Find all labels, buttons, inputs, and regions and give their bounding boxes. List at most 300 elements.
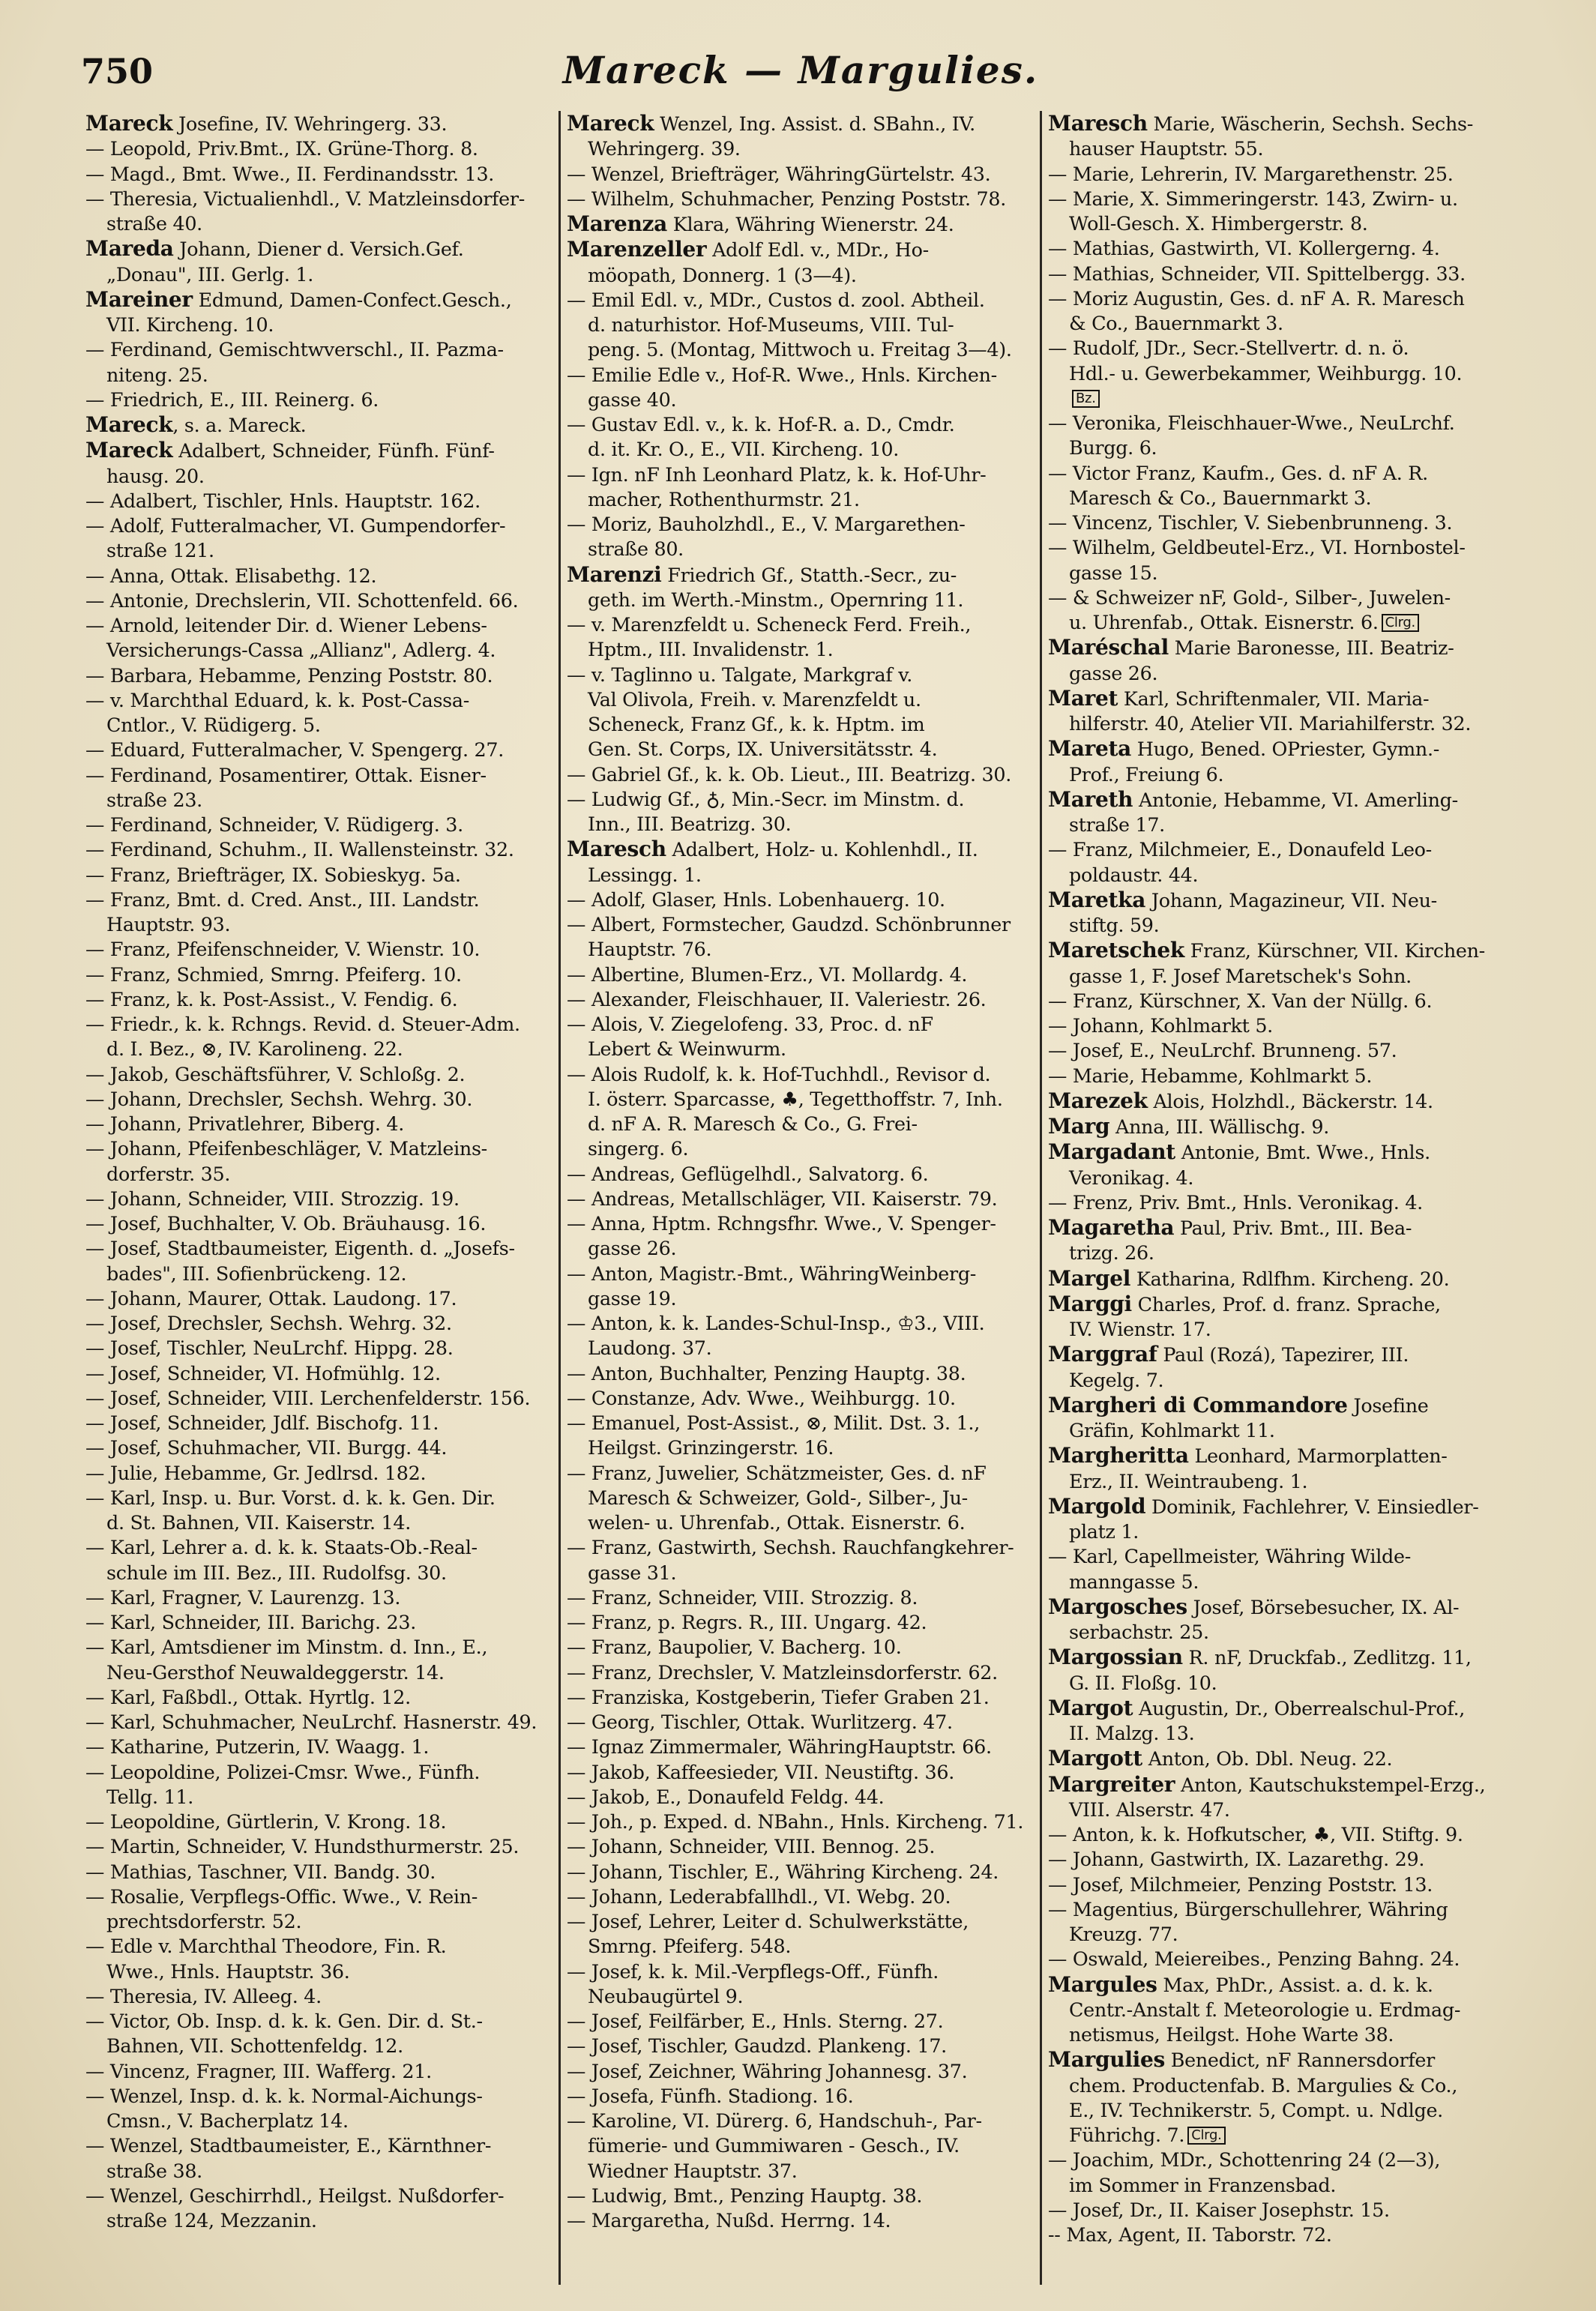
entry-text: — Albert, Formstecher, Gaudzd. Schönbrunner [567, 913, 1011, 935]
directory-entry [1048, 1847, 1517, 1872]
directory-entry [1048, 1696, 1517, 1721]
directory-entry [567, 888, 1036, 912]
directory-entry [85, 1585, 555, 1610]
directory-entry [85, 638, 555, 663]
directory-entry [567, 313, 1036, 337]
entry-text: — Julie, Hebamme, Gr. Jedlrsd. 182. [85, 1461, 427, 1484]
directory-entry [1048, 187, 1517, 211]
entry-text: hilferstr. 40, Atelier VII. Mariahilferstr. 32. [1069, 712, 1472, 735]
directory-entry [1048, 1544, 1517, 1569]
entry-text: — Karl, Schneider, III. Barichg. 23. [85, 1611, 417, 1633]
directory-entry [1048, 661, 1517, 686]
directory-entry [1048, 888, 1517, 913]
entry-text: Lessingg. 1. [588, 863, 702, 886]
entry-surname: Margheri di Commandore [1048, 1392, 1348, 1417]
entry-text: gasse 40. [588, 388, 677, 411]
directory-entry [1048, 386, 1517, 411]
directory-entry [567, 2059, 1036, 2084]
entry-text: — Josef, k. k. Mil.-Verpflegs-Off., Fünfh. [567, 1959, 939, 1983]
entry-text: Franz, Kürschner, VII. Kirchen- [1184, 939, 1485, 962]
directory-entry [1048, 136, 1517, 161]
entry-text: — Karoline, VI. Dürerg. 6, Handschuh-, Par- [567, 2109, 982, 2132]
entry-text: — Josef, Schneider, Jdlf. Bischofg. 11. [85, 1411, 439, 1434]
directory-entry [1048, 1418, 1517, 1443]
directory-entry [567, 762, 1036, 787]
directory-entry [567, 487, 1036, 512]
directory-entry [85, 1012, 555, 1037]
directory-entry [567, 1461, 1036, 1486]
directory-entry [567, 111, 1036, 136]
directory-entry [1048, 964, 1517, 989]
entry-surname: Margheritta [1048, 1443, 1189, 1468]
directory-entry [85, 1262, 555, 1286]
directory-entry [85, 1635, 555, 1660]
directory-entry [567, 812, 1036, 837]
entry-stamp: Clrg. [1187, 2127, 1225, 2145]
entry-text: — Karl, Fragner, V. Laurenzg. 13. [85, 1585, 401, 1609]
entry-stamp: Clrg. [1382, 614, 1419, 632]
entry-text: Johann, Magazineur, VII. Neu- [1145, 888, 1437, 912]
directory-entry [567, 1311, 1036, 1336]
directory-entry [1048, 2223, 1517, 2247]
entry-text: — Ferdinand, Schneider, V. Rüdigerg. 3. [85, 813, 463, 836]
entry-text: — Ludwig Gf., ♁, Min.-Secr. im Minstm. d. [567, 787, 965, 810]
directory-entry [85, 863, 555, 888]
entry-text: Friedrich Gf., Statth.-Secr., zu- [661, 563, 957, 586]
directory-entry [1048, 913, 1517, 938]
entry-text: — Friedr., k. k. Rchngs. Revid. d. Steuer-Adm. [85, 1013, 520, 1035]
directory-entry [1048, 1645, 1517, 1670]
entry-text: Klara, Währing Wienerstr. 24. [667, 213, 954, 235]
directory-entry [567, 1785, 1036, 1810]
directory-entry [1048, 162, 1517, 187]
entry-text: Val Olivola, Freih. v. Marenzfeldt u. [588, 687, 921, 711]
entry-surname: Margreiter [1048, 1771, 1175, 1797]
directory-entry [567, 1411, 1036, 1435]
entry-text: , s. a. Mareck. [172, 414, 307, 436]
directory-entry [1048, 989, 1517, 1013]
directory-entry [567, 1884, 1036, 1909]
directory-entry [567, 288, 1036, 313]
entry-text: — Adolf, Glaser, Hnls. Lobenhauerg. 10. [567, 888, 945, 911]
entry-text: — Franz, p. Regrs. R., III. Ungarg. 42. [567, 1611, 927, 1633]
directory-entry [1048, 1897, 1517, 1922]
entry-text: — Johann, Schneider, VIII. Strozzig. 19. [85, 1187, 460, 1210]
entry-text: — Alois Rudolf, k. k. Hof-Tuchhdl., Revisor d. [567, 1062, 991, 1085]
directory-entry [567, 2133, 1036, 2158]
directory-entry [567, 237, 1036, 262]
entry-text: — Johann, Maurer, Ottak. Laudong. 17. [85, 1286, 457, 1310]
entry-text: — Ign. nF Inh Leonhard Platz, k. k. Hof-Uhr- [567, 462, 987, 486]
entry-text: Anna, III. Wällischg. 9. [1109, 1115, 1330, 1138]
directory-entry [567, 737, 1036, 762]
entry-surname: Margadant [1048, 1139, 1175, 1165]
directory-entry [85, 1660, 555, 1685]
directory-entry [1048, 1139, 1517, 1165]
directory-entry [1048, 1594, 1517, 1620]
entry-text: stiftg. 59. [1069, 914, 1160, 936]
entry-text: IV. Wienstr. 17. [1069, 1318, 1211, 1340]
directory-entry [85, 1311, 555, 1336]
directory-entry [567, 912, 1036, 937]
entry-text: Antonie, Bmt. Wwe., Hnls. [1175, 1141, 1430, 1164]
entry-text: — Jakob, Kaffeesieder, VII. Neustiftg. 36. [567, 1760, 955, 1783]
entry-text: — Franz, Gastwirth, Sechsh. Rauchfangkehrer- [567, 1536, 1014, 1559]
directory-entry [1048, 1215, 1517, 1241]
entry-text: d. naturhistor. Hof-Museums, VIII. Tul- [588, 313, 954, 336]
entry-text: — Franz, Briefträger, IX. Sobieskyg. 5a. [85, 863, 461, 886]
entry-text: straße 124, Mezzanin. [106, 2209, 317, 2232]
entry-text: — Theresia, Victualienhdl., V. Matzleinsdorfer- [85, 187, 525, 210]
entry-text: — Wilhelm, Schuhmacher, Penzing Poststr. 78. [567, 187, 1007, 210]
entry-text: — Vincenz, Fragner, III. Wafferg. 21. [85, 2059, 432, 2082]
directory-entry [1048, 1469, 1517, 1494]
entry-text: — Johann, Kohlmarkt 5. [1048, 1014, 1273, 1037]
entry-text: peng. 5. (Montag, Mittwoch u. Freitag 3—4). [588, 338, 1012, 361]
directory-entry [567, 1187, 1036, 1211]
entry-surname: Marezek [1048, 1088, 1148, 1113]
directory-entry [85, 1561, 555, 1585]
directory-entry [567, 1934, 1036, 1959]
entry-text: — Wenzel, Geschirrhdl., Heilgst. Nußdorfer- [85, 2184, 505, 2207]
entry-text: — Marie, Hebamme, Kohlmarkt 5. [1048, 1064, 1373, 1087]
entry-text: — Leopold, Priv.Bmt., IX. Grüne-Thorg. 8. [85, 137, 478, 160]
directory-entry [85, 937, 555, 962]
entry-text: Johann, Diener d. Versich.Gef. [173, 238, 464, 261]
entry-text: Hauptstr. 93. [106, 913, 231, 935]
directory-entry [85, 1685, 555, 1710]
directory-entry [85, 1037, 555, 1061]
directory-entry [567, 1685, 1036, 1710]
directory-entry [567, 1635, 1036, 1660]
directory-entry [85, 1336, 555, 1361]
directory-entry [85, 1610, 555, 1635]
directory-entry [567, 437, 1036, 462]
entry-surname: Margules [1048, 1971, 1157, 1997]
directory-entry [1048, 1972, 1517, 1998]
entry-text: welen- u. Uhrenfab., Ottak. Eisnerstr. 6. [588, 1511, 966, 1534]
directory-entry [1048, 461, 1517, 486]
entry-text: — Karl, Insp. u. Bur. Vorst. d. k. k. Gen. Dir. [85, 1486, 496, 1509]
entry-text: Adalbert, Holz- u. Kohlenhdl., II. [666, 838, 978, 861]
directory-entry [85, 538, 555, 563]
directory-entry [567, 462, 1036, 487]
directory-entry [85, 1834, 555, 1859]
directory-entry [567, 388, 1036, 412]
entry-text: serbachstr. 25. [1069, 1621, 1209, 1643]
directory-entry [85, 1909, 555, 1934]
directory-entry [1048, 311, 1517, 336]
directory-entry [85, 613, 555, 638]
entry-text: Hugo, Bened. OPriester, Gymn.- [1130, 738, 1440, 761]
directory-entry [1048, 2173, 1517, 2198]
directory-entry [567, 162, 1036, 187]
entry-text: — Mathias, Schneider, VII. Spittelbergg. 33. [1048, 262, 1466, 285]
entry-text: — Anna, Hptm. Rchngsfhr. Wwe., V. Spenger- [567, 1212, 996, 1235]
entry-surname: Magaretha [1048, 1215, 1175, 1240]
directory-entry [567, 2109, 1036, 2133]
entry-text: — Anna, Ottak. Elisabethg. 12. [85, 564, 377, 587]
directory-entry [85, 438, 555, 463]
entry-text: Karl, Schriftenmaler, VII. Maria- [1118, 687, 1430, 710]
directory-entry [1048, 1013, 1517, 1038]
directory-entry [567, 211, 1036, 237]
entry-text: hausg. 20. [106, 464, 205, 487]
entry-text: Wwe., Hnls. Hauptstr. 36. [106, 1959, 350, 1983]
directory-entry [567, 1561, 1036, 1585]
directory-entry [567, 612, 1036, 637]
directory-entry [567, 1087, 1036, 1112]
entry-text: — Jakob, E., Donaufeld Feldg. 44. [567, 1785, 885, 1808]
entry-text: — Wenzel, Insp. d. k. k. Normal-Aichungs- [85, 2084, 483, 2107]
entry-text: Josef, Börsebesucher, IX. Al- [1187, 1595, 1460, 1618]
entry-text: — Franz, Pfeifenschneider, V. Wienstr. 10. [85, 938, 481, 961]
directory-entry [567, 1386, 1036, 1411]
entry-surname: Marggi [1048, 1291, 1132, 1316]
entry-text: Edmund, Damen-Confect.Gesch., [192, 288, 512, 311]
entry-text: — Johann, Tischler, E., Währing Kircheng. 24. [567, 1860, 999, 1883]
directory-entry [1048, 236, 1517, 261]
entry-text: poldaustr. 44. [1069, 863, 1199, 886]
column-1 [85, 111, 555, 2292]
entry-text: — Arnold, leitender Dir. d. Wiener Lebens- [85, 614, 487, 636]
directory-entry [567, 1959, 1036, 1984]
directory-entry [85, 412, 555, 438]
directory-entry [567, 1735, 1036, 1759]
directory-entry [1048, 2073, 1517, 2098]
entry-text: Lebert & Weinwurm. [588, 1037, 786, 1061]
directory-entry [1048, 1342, 1517, 1367]
directory-entry [1048, 711, 1517, 736]
entry-text: Hptm., III. Invalidenstr. 1. [588, 638, 834, 661]
entry-text: — Edle v. Marchthal Theodore, Fin. R. [85, 1935, 447, 1958]
directory-entry [1048, 1368, 1517, 1393]
directory-entry [567, 2159, 1036, 2184]
directory-entry [1048, 2022, 1517, 2047]
entry-text: bades", III. Sofienbrückeng. 12. [106, 1262, 407, 1285]
directory-entry [567, 1486, 1036, 1510]
entry-text: — Joachim, MDr., Schottenring 24 (2—3), [1048, 2148, 1441, 2172]
directory-entry [1048, 1671, 1517, 1696]
directory-entry [85, 388, 555, 412]
directory-entry [1048, 1721, 1517, 1746]
entry-text: VII. Kircheng. 10. [106, 313, 274, 336]
entry-text: — Ferdinand, Gemischtwverschl., II. Pazma- [85, 338, 504, 361]
directory-entry [567, 712, 1036, 737]
entry-text: — Antonie, Drechslerin, VII. Schottenfeld. 66. [85, 588, 519, 612]
entry-text: Burgg. 6. [1069, 436, 1157, 460]
entry-text: — Johann, Pfeifenbeschläger, V. Matzleins- [85, 1137, 487, 1160]
directory-entry [85, 1236, 555, 1261]
directory-entry [567, 987, 1036, 1012]
entry-text: — Anton, Magistr.-Bmt., WähringWeinberg- [567, 1262, 977, 1285]
directory-entry [85, 111, 555, 136]
entry-text: — Karl, Lehrer a. d. k. k. Staats-Ob.-Real- [85, 1536, 478, 1559]
entry-text: — Veronika, Fleischhauer-Wwe., NeuLrchf. [1048, 412, 1455, 434]
entry-text: Hauptstr. 76. [588, 938, 712, 961]
entry-text: Heilgst. Grinzingerstr. 16. [588, 1436, 834, 1459]
directory-entry [1048, 1088, 1517, 1114]
entry-text: Versicherungs-Cassa „Allianz", Adlerg. 4. [106, 639, 496, 662]
entry-text: Centr.-Anstalt f. Meteorologie u. Erdmag- [1069, 1998, 1461, 2021]
directory-entry [567, 1984, 1036, 2009]
directory-entry [85, 1411, 555, 1435]
directory-entry [85, 236, 555, 262]
entry-text: Veronikag. 4. [1069, 1166, 1194, 1189]
entry-text: — Johann, Lederabfallhdl., VI. Webg. 20. [567, 1884, 951, 1908]
directory-entry [1048, 336, 1517, 361]
entry-text: — Katharine, Putzerin, IV. Waagg. 1. [85, 1735, 430, 1759]
entry-text: — v. Marenzfeldt u. Scheneck Ferd. Freih., [567, 613, 972, 636]
entry-text: — Josef, E., NeuLrchf. Brunneng. 57. [1048, 1039, 1397, 1062]
entry-text: gasse 31. [588, 1561, 677, 1584]
entry-text: — Josef, Zeichner, Währing Johannesg. 37. [567, 2059, 968, 2082]
directory-entry [1048, 1798, 1517, 1822]
directory-entry [567, 1510, 1036, 1535]
directory-entry [85, 1087, 555, 1112]
directory-entry [85, 1884, 555, 1909]
entry-text: — Eduard, Futteralmacher, V. Spengerg. 27. [85, 738, 505, 762]
entry-text: — Franz, Kürschner, X. Van der Nüllg. 6. [1048, 989, 1433, 1012]
directory-entry [85, 2133, 555, 2158]
entry-text: Alois, Holzhdl., Bäckerstr. 14. [1147, 1089, 1433, 1112]
entry-surname: Mareth [1048, 786, 1133, 812]
entry-text: — Anton, k. k. Landes-Schul-Insp., ♔3., VIII. [567, 1312, 985, 1334]
directory-entry [85, 713, 555, 738]
entry-text: Katharina, Rdlfhm. Kircheng. 20. [1130, 1267, 1450, 1290]
entry-text: — Karl, Capellmeister, Währing Wilde- [1048, 1545, 1411, 1568]
entry-text: Wehringerg. 39. [588, 137, 741, 160]
directory-entry [1048, 1038, 1517, 1063]
entry-text: Marie Baronesse, III. Beatriz- [1168, 636, 1454, 660]
directory-entry [85, 2184, 555, 2208]
entry-text: Prof., Freiung 6. [1069, 762, 1224, 786]
directory-entry [1048, 111, 1517, 136]
entry-text: hauser Hauptstr. 55. [1069, 137, 1264, 160]
entry-text: — Franz, Baupolier, V. Bacherg. 10. [567, 1636, 902, 1659]
entry-text: trizg. 26. [1069, 1241, 1154, 1265]
entry-text: Inn., III. Beatrizg. 30. [588, 813, 792, 835]
directory-entry [85, 588, 555, 613]
entry-text: macher, Rothenthurmstr. 21. [588, 487, 860, 510]
entry-surname: Marenzi [567, 561, 662, 587]
directory-entry [85, 663, 555, 688]
directory-entry [567, 1660, 1036, 1685]
directory-entry [85, 1934, 555, 1959]
entry-text: — Emilie Edle v., Hof-R. Wwe., Hnls. Kirchen- [567, 363, 997, 386]
directory-entry [85, 1735, 555, 1759]
entry-text: — Andreas, Metallschläger, VII. Kaiserstr. 79. [567, 1187, 998, 1210]
entry-text: Neubaugürtel 9. [588, 1984, 744, 2007]
entry-text: — Josef, Tischler, NeuLrchf. Hippg. 28. [85, 1337, 454, 1360]
entry-text: — Franz, k. k. Post-Assist., V. Fendig. 6. [85, 987, 458, 1010]
entry-text: netismus, Heilgst. Hohe Warte 38. [1069, 2023, 1394, 2046]
directory-entry [85, 136, 555, 161]
entry-text: — Leopoldine, Gürtlerin, V. Krong. 18. [85, 1810, 447, 1833]
entry-text: Paul (Rozá), Tapezirer, III. [1157, 1343, 1409, 1367]
directory-entry [85, 211, 555, 236]
entry-surname: Margulies [1048, 2047, 1165, 2073]
directory-entry [567, 363, 1036, 388]
directory-entry [1048, 1266, 1517, 1292]
directory-entry [1048, 1947, 1517, 1971]
entry-text: gasse 19. [588, 1286, 677, 1310]
directory-entry [85, 1187, 555, 1211]
directory-entry [1048, 585, 1517, 610]
directory-entry [85, 1286, 555, 1311]
directory-entry [1048, 1519, 1517, 1544]
entry-text: — Alexander, Fleischhauer, II. Valeriestr. 26. [567, 987, 987, 1010]
entry-text: — Emil Edl. v., MDr., Custos d. zool. Abtheil. [567, 288, 985, 311]
entry-text: — Constanze, Adv. Wwe., Weihburgg. 10. [567, 1386, 956, 1409]
directory-entry [85, 313, 555, 337]
directory-entry [567, 1262, 1036, 1286]
directory-entry [85, 1461, 555, 1486]
entry-text: — Mathias, Gastwirth, VI. Kollergerng. 4. [1048, 237, 1440, 260]
entry-surname: Mareda [85, 236, 174, 262]
entry-text: Anton, Ob. Dbl. Neug. 22. [1142, 1747, 1393, 1771]
directory-entry [1048, 1114, 1517, 1139]
entry-text: — Karl, Amtsdiener im Minstm. d. Inn., E., [85, 1636, 488, 1659]
entry-text: d. St. Bahnen, VII. Kaiserstr. 14. [106, 1511, 412, 1534]
entry-text: Erz., II. Weintraubeng. 1. [1069, 1469, 1308, 1492]
directory-entry [85, 2109, 555, 2133]
entry-text: — Friedrich, E., III. Reinerg. 6. [85, 388, 379, 411]
directory-entry [1048, 1620, 1517, 1645]
entry-text: Josefine, IV. Wehringerg. 33. [172, 112, 448, 135]
directory-entry [85, 1959, 555, 1984]
directory-entry [567, 2009, 1036, 2034]
entry-text: Anton, Kautschukstempel-Erzg., [1175, 1773, 1486, 1796]
entry-text: — Josefa, Fünfh. Stadiong. 16. [567, 2084, 854, 2107]
entry-text: — Josef, Schneider, VIII. Lerchenfelderstr. 156. [85, 1386, 531, 1409]
directory-entry [567, 1062, 1036, 1087]
entry-text: „Donau", III. Gerlg. 1. [106, 262, 313, 286]
entry-text: straße 23. [106, 788, 202, 811]
directory-entry [85, 337, 555, 362]
entry-text: — Ferdinand, Schuhm., II. Wallensteinstr. 32. [85, 838, 514, 861]
directory-entry [1048, 561, 1517, 585]
directory-entry [567, 1361, 1036, 1386]
directory-entry [1048, 787, 1517, 813]
entry-text: manngasse 5. [1069, 1570, 1199, 1593]
directory-entry [85, 837, 555, 862]
entry-text: Maresch & Co., Bauernmarkt 3. [1069, 486, 1372, 509]
column-divider [558, 111, 561, 2285]
entry-text: Adalbert, Schneider, Fünfh. Fünf- [172, 439, 495, 462]
entry-text: — v. Taglinno u. Talgate, Markgraf v. [567, 663, 913, 686]
entry-text: E., IV. Technikerstr. 5, Compt. u. Ndlge. [1069, 2098, 1443, 2121]
entry-text: -- Max, Agent, II. Taborstr. 72. [1048, 2223, 1332, 2246]
entry-text: Leonhard, Marmorplatten- [1188, 1444, 1448, 1468]
directory-entry [85, 513, 555, 538]
entry-text: niteng. 25. [106, 363, 208, 386]
entry-text: — & Schweizer nF, Gold-, Silber-, Juwelen- [1048, 585, 1451, 609]
directory-entry [85, 287, 555, 313]
entry-surname: Mareiner [85, 286, 193, 312]
entry-text: — Ferdinand, Posamentirer, Ottak. Eisner- [85, 763, 487, 786]
entry-text: fümerie- und Gummiwaren - Gesch., IV. [588, 2134, 960, 2157]
directory-entry [567, 863, 1036, 888]
entry-text: — Josef, Lehrer, Leiter d. Schulwerkstätte, [567, 1910, 969, 1932]
directory-entry [1048, 361, 1517, 386]
directory-entry [85, 1361, 555, 1386]
entry-text: Gräfin, Kohlmarkt 11. [1069, 1419, 1275, 1441]
entry-text: straße 80. [588, 537, 684, 561]
directory-entry [567, 1834, 1036, 1859]
directory-entry [1048, 1064, 1517, 1088]
directory-entry [1048, 1922, 1517, 1947]
